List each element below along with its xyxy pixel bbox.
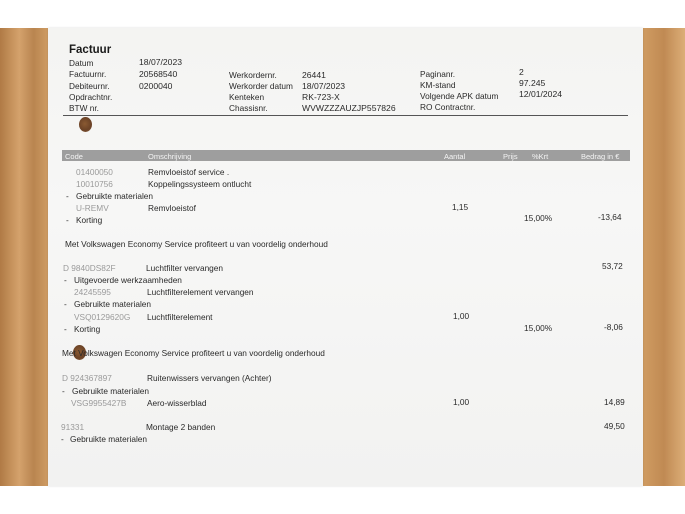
table-row-code: 91331 [61,422,85,432]
table-row-code: D 924367897 [62,373,112,383]
license-plate-label: Kenteken [229,92,265,102]
table-row-code: - [64,299,67,309]
col-header-price: Prijs [503,152,518,161]
work-order-number-label: Werkordernr. [229,70,277,80]
wooden-table-left [0,28,48,486]
table-row-description: Luchtfilter vervangen [146,263,224,273]
table-row-description: Aero-wisserblad [147,398,207,408]
debtor-number-value: 0200040 [139,81,173,91]
table-row-code: 24245595 [74,287,111,297]
punch-hole [79,117,92,132]
table-row-code: 01400050 [76,167,113,177]
col-header-discount-pct: %Krt [532,152,549,161]
table-row-code: - [61,434,64,444]
ro-contract-number-label: RO Contractnr. [420,102,476,112]
km-reading-value: 97.245 [519,78,546,88]
table-row-code: - [62,386,65,396]
table-row-description: Montage 2 banden [146,422,216,432]
table-row-code: - [64,324,67,334]
table-row-code: D 9840DS82F [63,263,116,273]
wooden-table-right [643,28,685,486]
km-reading-label: KM-stand [420,80,456,90]
table-row-promo-note: Met Volkswagen Economy Service profiteert u van voordelig onderhoud [65,239,328,249]
table-row-description: Remvloeistof service . [148,167,230,177]
date-label: Datum [69,58,94,68]
page-number-label: Paginanr. [420,69,456,79]
table-row-description: Koppelingssysteem ontlucht [148,179,252,189]
table-row-code: - [66,215,69,225]
table-row-amount: -13,64 [598,212,622,222]
invoice-number-value: 20568540 [139,69,178,79]
date-value: 18/07/2023 [139,57,183,67]
table-row-amount: 49,50 [604,421,625,431]
col-header-code: Code [65,152,83,161]
table-row-description: Gebruikte materialen [76,191,154,201]
invoice-paper [48,28,643,486]
table-row-code: VSQ0129620G [74,312,131,322]
table-row-amount: 14,89 [604,397,625,407]
table-row-amount: 53,72 [602,261,623,271]
table-row-description: Korting [76,215,103,225]
license-plate-value: RK-723-X [302,92,340,102]
table-row-quantity: 1,00 [453,397,470,407]
chassis-number-value: WVWZZZAUZJP557826 [302,103,396,113]
table-row-description: Luchtfilterelement vervangen [147,287,254,297]
table-row-description: Korting [74,324,101,334]
table-row-quantity: 1,15 [452,202,469,212]
header-divider [63,115,628,116]
table-row-discount-pct: 15,00% [524,213,553,223]
table-row-description: Gebruikte materialen [70,434,148,444]
table-row-amount: -8,06 [604,322,623,332]
order-number-label: Opdrachtnr. [69,92,113,102]
work-order-date-label: Werkorder datum [229,81,293,91]
col-header-amount: Bedrag in € [581,152,620,161]
col-header-description: Omschrijving [148,152,192,161]
table-row-description: Luchtfilterelement [147,312,213,322]
work-order-number-value: 26441 [302,70,326,80]
table-row-description: Gebruikte materialen [72,386,150,396]
invoice-title: Factuur [69,44,112,56]
table-row-code: 10010756 [76,179,113,189]
table-row-promo-note: Met Volkswagen Economy Service profiteert u van voordelig onderhoud [62,348,325,358]
table-row-quantity: 1,00 [453,311,470,321]
table-row-description: Ruitenwissers vervangen (Achter) [147,373,272,383]
table-row-code: - [66,191,69,201]
invoice-number-label: Factuurnr. [69,69,107,79]
table-row-code: U-REMV [76,203,109,213]
table-row-description: Uitgevoerde werkzaamheden [74,275,182,285]
next-apk-date-value: 12/01/2024 [519,89,563,99]
table-row-code: VSG9955427B [71,398,127,408]
table-row-description: Gebruikte materialen [74,299,152,309]
table-row-discount-pct: 15,00% [524,323,553,333]
page-number-value: 2 [519,67,524,77]
col-header-quantity: Aantal [444,152,466,161]
table-row-description: Remvloeistof [148,203,196,213]
work-order-date-value: 18/07/2023 [302,81,346,91]
table-row-code: - [64,275,67,285]
vat-number-label: BTW nr. [69,103,99,113]
debtor-number-label: Debiteurnr. [69,81,110,91]
next-apk-date-label: Volgende APK datum [420,91,499,101]
chassis-number-label: Chassisnr. [229,103,268,113]
